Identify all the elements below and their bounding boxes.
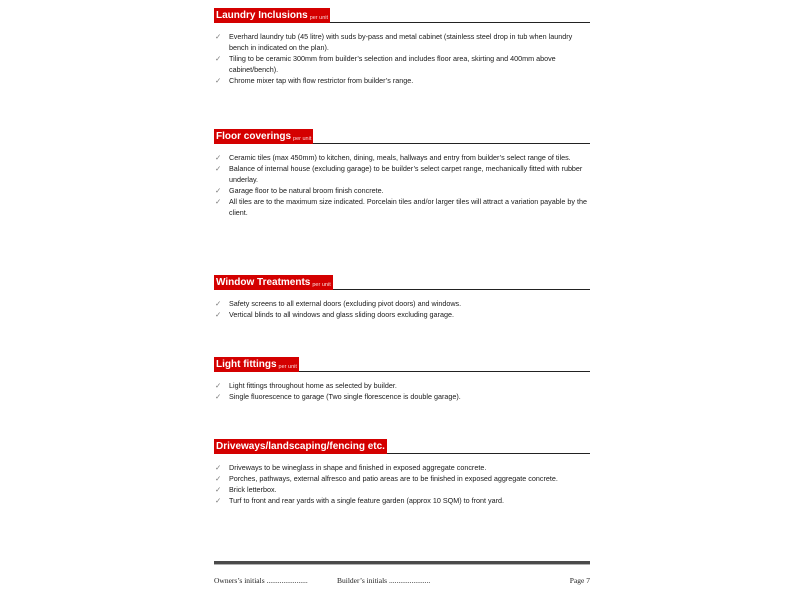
item-text: Brick letterbox. [229,485,277,494]
checkmark-icon: ✓ [215,381,222,390]
item-list [214,31,590,86]
section-heading-row [214,357,590,372]
checkmark-icon: ✓ [215,153,222,162]
checkmark-icon: ✓ [215,186,222,195]
checkmark-icon: ✓ [215,197,222,206]
item-text: Chrome mixer tap with flow restrictor from builder’s range. [229,76,414,85]
list-item [214,31,590,53]
item-text: Driveways to be wineglass in shape and finished in exposed aggregate concrete. [229,463,487,472]
item-list [214,462,590,506]
checkmark-icon: ✓ [215,164,222,173]
section-light-fittings [214,357,590,402]
item-text: Balance of internal house (excluding garage) to be builder’s select carpet range, mechanically fitted with rubber underlay. [229,164,583,184]
section-title: Window Treatments [216,277,311,288]
list-item [214,196,590,218]
list-item [214,53,590,75]
section-heading [214,275,333,290]
section-floor-coverings [214,129,590,218]
checkmark-icon: ✓ [215,392,222,401]
section-heading [214,439,387,454]
list-item [214,298,590,309]
per-unit-tag: per unit [312,282,331,288]
section-driveways-landscaping-fencing [214,439,590,506]
checkmark-icon: ✓ [215,32,222,41]
heading-underline [299,371,590,372]
item-text: Turf to front and rear yards with a single feature garden (approx 10 SQM) to front yard. [229,496,504,505]
checkmark-icon: ✓ [215,474,222,483]
item-text: All tiles are to the maximum size indicated. Porcelain tiles and/or larger tiles will attract a variation payable by the client. [229,197,587,217]
checkmark-icon: ✓ [215,463,222,472]
item-text: Safety screens to all external doors (excluding pivot doors) and windows. [229,299,462,308]
list-item [214,309,590,320]
checkmark-icon: ✓ [215,485,222,494]
checkmark-icon: ✓ [215,299,222,308]
checkmark-icon: ✓ [215,496,222,505]
section-heading-row [214,275,590,290]
list-item [214,473,590,484]
heading-underline [333,289,590,290]
section-window-treatments [214,275,590,320]
section-heading-row [214,129,590,144]
heading-underline [330,22,590,23]
footer-rule [214,561,590,565]
document-page [214,0,590,600]
page-number: Page 7 [569,576,590,585]
per-unit-tag: per unit [293,136,312,142]
list-item [214,185,590,196]
item-text: Everhard laundry tub (45 litre) with suds by-pass and metal cabinet (stainless steel drop in tub when laundry bench in indicated on the plan). [229,32,573,52]
section-title: Laundry Inclusions [216,10,308,21]
item-list [214,298,590,320]
list-item [214,495,590,506]
per-unit-tag: per unit [278,364,297,370]
item-text: Porches, pathways, external alfresco and patio areas are to be finished in exposed aggregate concrete. [229,474,558,483]
section-heading [214,129,313,144]
section-title: Driveways/landscaping/fencing etc. [216,441,385,452]
item-text: Single fluorescence to garage (Two single florescence is double garage). [229,392,461,401]
item-list [214,380,590,402]
item-text: Light fittings throughout home as selected by builder. [229,381,397,390]
heading-underline [313,143,590,144]
list-item [214,75,590,86]
owners-initials: Owners’s initials ...................... [214,576,308,585]
builders-initials: Builder’s initials ...................... [337,576,431,585]
list-item [214,484,590,495]
item-list [214,152,590,218]
per-unit-tag: per unit [309,15,329,21]
list-item [214,462,590,473]
section-heading-row [214,8,590,23]
section-title: Floor coverings [216,131,292,142]
checkmark-icon: ✓ [215,54,222,63]
list-item [214,152,590,163]
list-item [214,380,590,391]
section-heading [214,357,299,372]
section-title: Light fittings [216,359,277,370]
list-item [214,391,590,402]
checkmark-icon: ✓ [215,310,222,319]
list-item [214,163,590,185]
checkmark-icon: ✓ [215,76,222,85]
item-text: Ceramic tiles (max 450mm) to kitchen, dining, meals, hallways and entry from builder’s select range of tiles. [229,153,571,162]
item-text: Tiling to be ceramic 300mm from builder’s selection and includes floor area, skirting and 400mm above cabinet/bench). [229,54,556,74]
section-heading-row [214,439,590,454]
heading-underline [387,453,590,454]
item-text: Vertical blinds to all windows and glass sliding doors excluding garage. [229,310,454,319]
section-laundry-inclusions [214,8,590,86]
section-heading [214,8,330,23]
item-text: Garage floor to be natural broom finish concrete. [229,186,384,195]
